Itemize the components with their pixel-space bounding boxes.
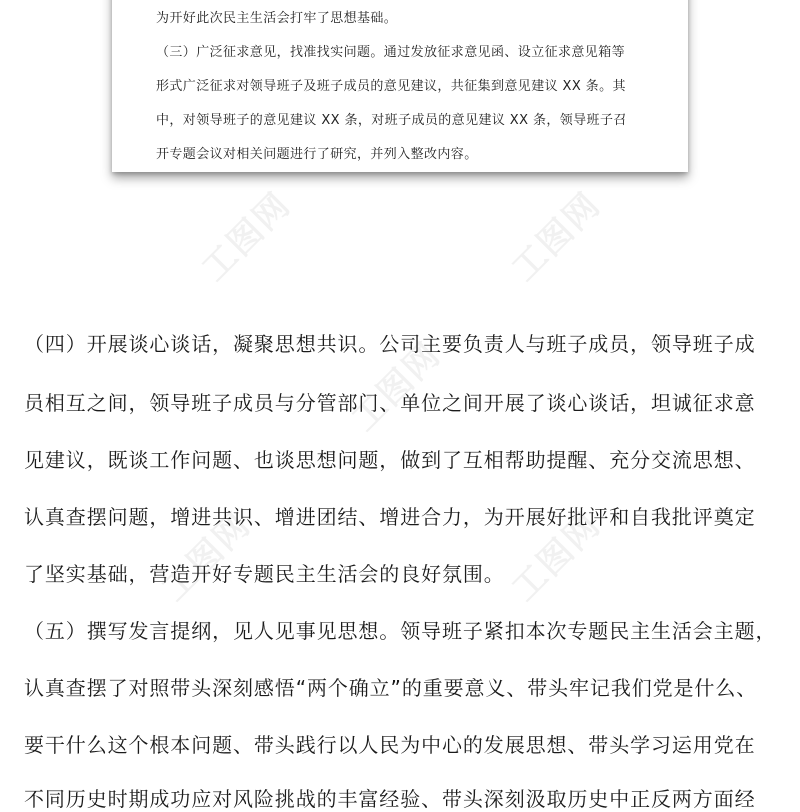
body-text-line: 要干什么这个根本问题、带头践行以人民为中心的发展思想、带头学习运用党在 xyxy=(24,733,756,757)
card-line: 形式广泛征求对领导班子及班子成员的意见建议，共征集到意见建议 XX 条。其 xyxy=(156,79,626,94)
body-text-line: 不同历史时期成功应对风险挑战的丰富经验、带头深刻汲取历史中正反两方面经 xyxy=(24,787,756,811)
card-line: （三）广泛征求意见，找准找实问题。通过发放征求意见函、设立征求意见箱等 xyxy=(156,45,626,60)
watermark: 工图网 xyxy=(504,504,609,610)
card-line: 为开好此次民主生活会打牢了思想基础。 xyxy=(156,11,398,26)
body-text-line: 员相互之间，领导班子成员与分管部门、单位之间开展了谈心谈话，坦诚征求意 xyxy=(24,391,756,415)
document-page-preview xyxy=(112,0,688,172)
body-text-line: 认真查摆问题，增进共识、增进团结、增进合力，为开展好批评和自我批评奠定 xyxy=(24,505,756,529)
card-line: 开专题会议对相关问题进行了研究，并列入整改内容。 xyxy=(156,147,478,162)
card-line: 中，对领导班子的意见建议 XX 条，对班子成员的意见建议 XX 条，领导班子召 xyxy=(156,113,627,128)
watermark: 工图网 xyxy=(194,184,299,290)
body-text-line: 了坚实基础，营造开好专题民主生活会的良好氛围。 xyxy=(24,562,505,586)
body-text-line: 见建议，既谈工作问题、也谈思想问题，做到了互相帮助提醒、充分交流思想、 xyxy=(24,448,756,472)
watermark: 工图网 xyxy=(344,334,449,440)
body-text-line: （四）开展谈心谈话，凝聚思想共识。公司主要负责人与班子成员，领导班子成 xyxy=(24,332,756,356)
watermark: 工图网 xyxy=(154,504,259,610)
body-text-line: （五）撰写发言提纲，见人见事见思想。领导班子紧扣本次专题民主生活会主题， xyxy=(24,619,777,643)
body-text-line: 认真查摆了对照带头深刻感悟“两个确立”的重要意义、带头牢记我们党是什么、 xyxy=(24,676,758,700)
watermark: 工图网 xyxy=(504,184,609,290)
